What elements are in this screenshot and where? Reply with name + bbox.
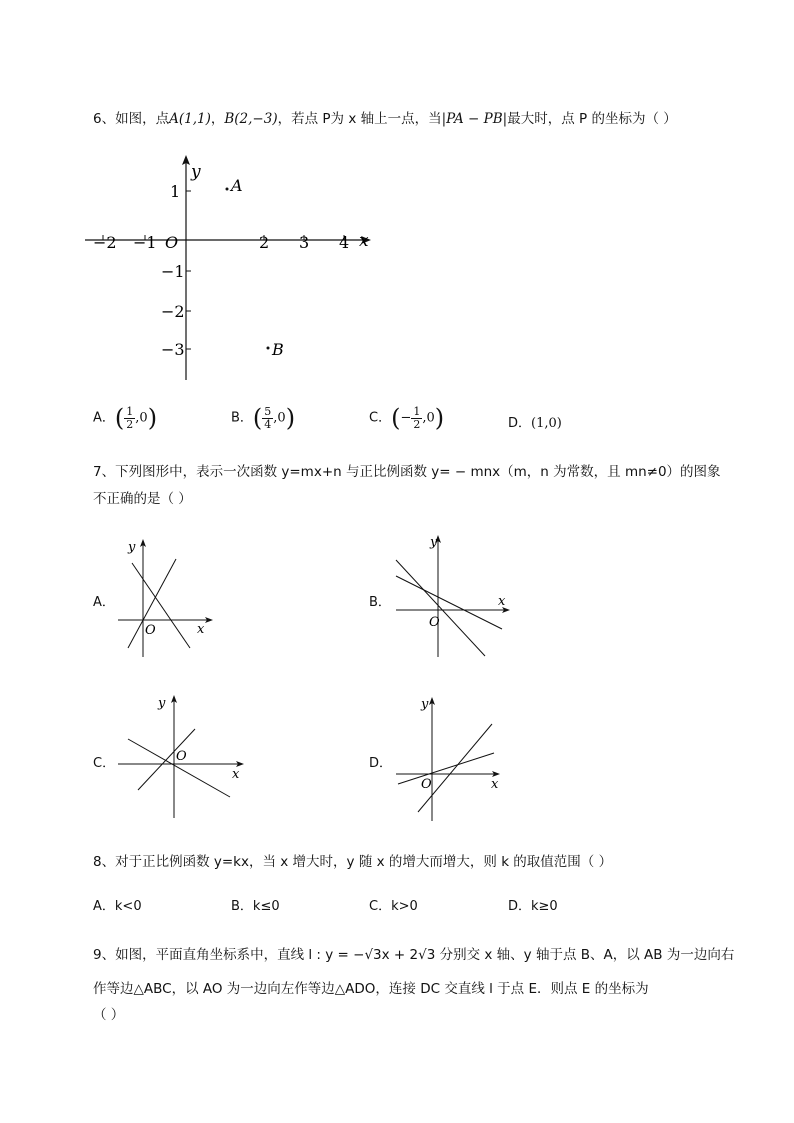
q7-option-d-label[interactable]: D． xyxy=(369,756,393,771)
q7c-line-1 xyxy=(128,739,230,797)
q7-figure-b xyxy=(394,533,512,659)
q7b-line-2 xyxy=(396,560,485,656)
axis-y-label: y xyxy=(128,540,136,555)
origin-label: O xyxy=(429,615,440,630)
q6-x-tick-label: −1 xyxy=(133,233,157,252)
q6-y-tick-label: −2 xyxy=(161,302,185,321)
origin-label: O xyxy=(145,623,156,638)
axis-y-label: y xyxy=(158,696,166,711)
q7-option-b-label[interactable]: B． xyxy=(369,595,391,610)
q7b-line-1 xyxy=(396,576,502,629)
q8-option-a[interactable]: A．k<0 xyxy=(93,899,142,914)
fraction: $\frac{1}{2}$ xyxy=(413,404,421,431)
origin-label: O xyxy=(421,777,432,792)
q6-origin-label: O xyxy=(165,233,179,252)
axis-y-label: y xyxy=(430,535,438,550)
q6-number: 6、 xyxy=(93,111,116,127)
axis-y-label: y xyxy=(421,697,429,712)
axis-x-label: x xyxy=(197,622,205,637)
axis-x-label: x xyxy=(491,777,499,792)
q6-option-a[interactable]: A．( $\frac{1}{2}$ ,0) xyxy=(93,404,158,432)
q7-option-a-label[interactable]: A． xyxy=(93,595,115,610)
q8-option-d[interactable]: D．k≥0 xyxy=(508,899,558,914)
q7d-line-2 xyxy=(418,724,492,812)
q7-figure-d xyxy=(394,695,506,823)
q6-point-a-coord: A(1,1) xyxy=(169,111,211,127)
q6-y-tick-label: 1 xyxy=(170,182,181,201)
q6-x-tick-label: 4 xyxy=(339,233,350,252)
q7-figure-c xyxy=(118,692,246,820)
q6-point-b-coord: B(2,−3) xyxy=(224,111,278,127)
q6-y-tick-label: −1 xyxy=(161,262,185,281)
q6-x-tick-label: −2 xyxy=(93,233,117,252)
option-label: A． xyxy=(93,410,115,426)
q8-stem: 8、对于正比例函数 y=kx，当 x 增大时，y 随 x 的增大而增大，则 k 的取值范围（ ） xyxy=(93,854,613,870)
q6-figure xyxy=(85,155,385,385)
q6-axis-y-label: y xyxy=(191,162,201,182)
option-label: D． xyxy=(508,416,532,431)
q7-stem-line1: 7、下列图形中，表示一次函数 y=mx+n 与正比例函数 y= − mnx（m，n 为常数，且 mn≠0）的图象 xyxy=(93,464,721,480)
q6-option-d[interactable]: D．(1,0) xyxy=(508,416,562,431)
q9-stem-line2: 作等边△ABC，以 AO 为一边向左作等边△ADO，连接 DC 交直线 l 于点 E．则点 E 的坐标为 xyxy=(93,981,649,997)
q6-option-c[interactable]: C．(− $\frac{1}{2}$ ,0) xyxy=(369,404,445,432)
q7a-line-2 xyxy=(132,563,190,648)
q6-stem xyxy=(93,107,677,127)
q7-figure-a xyxy=(118,537,213,659)
q8-option-c[interactable]: C．k>0 xyxy=(369,899,418,914)
q6-x-tick-label: 3 xyxy=(299,233,310,252)
axis-x-label: x xyxy=(498,594,506,609)
fraction: $\frac{1}{2}$ xyxy=(126,404,134,431)
q6-y-tick-label: −3 xyxy=(161,340,185,359)
q6-sep: ， xyxy=(210,111,225,127)
q6-point-a-label: A xyxy=(231,176,243,195)
q8-option-b[interactable]: B．k≤0 xyxy=(231,899,280,914)
q6-point-b-label: B xyxy=(272,340,284,359)
q9-stem-line3: （ ） xyxy=(93,1007,125,1023)
option-label: C． xyxy=(369,410,392,426)
q6-text-mid: ，若点 P为 x 轴上一点，当 xyxy=(277,111,442,127)
fraction: $\frac{5}{4}$ xyxy=(264,404,272,431)
q7-stem-line2: 不正确的是（ ） xyxy=(93,491,192,507)
q6-text-post: 最大时，点 P 的坐标为（ ） xyxy=(507,111,677,127)
origin-label: O xyxy=(176,749,187,764)
q7-option-c-label[interactable]: C． xyxy=(93,756,116,771)
q6-axis-x-label: x xyxy=(359,231,369,251)
q6-point-b xyxy=(267,347,270,350)
q6-option-b[interactable]: B．( $\frac{5}{4}$ ,0) xyxy=(231,404,296,432)
axis-x-label: x xyxy=(232,767,240,782)
option-label: B． xyxy=(231,410,253,426)
q6-abs-expression: |PA − PB| xyxy=(441,111,508,127)
q6-x-tick-label: 2 xyxy=(259,233,270,252)
q6-text-pre: 如图，点 xyxy=(115,111,170,127)
q6-point-a xyxy=(226,188,229,191)
q9-stem-line1: 9、如图，平面直角坐标系中，直线 l : y = −√3x + 2√3 分别交 x 轴、y 轴于点 B、A，以 AB 为一边向右 xyxy=(93,947,735,963)
